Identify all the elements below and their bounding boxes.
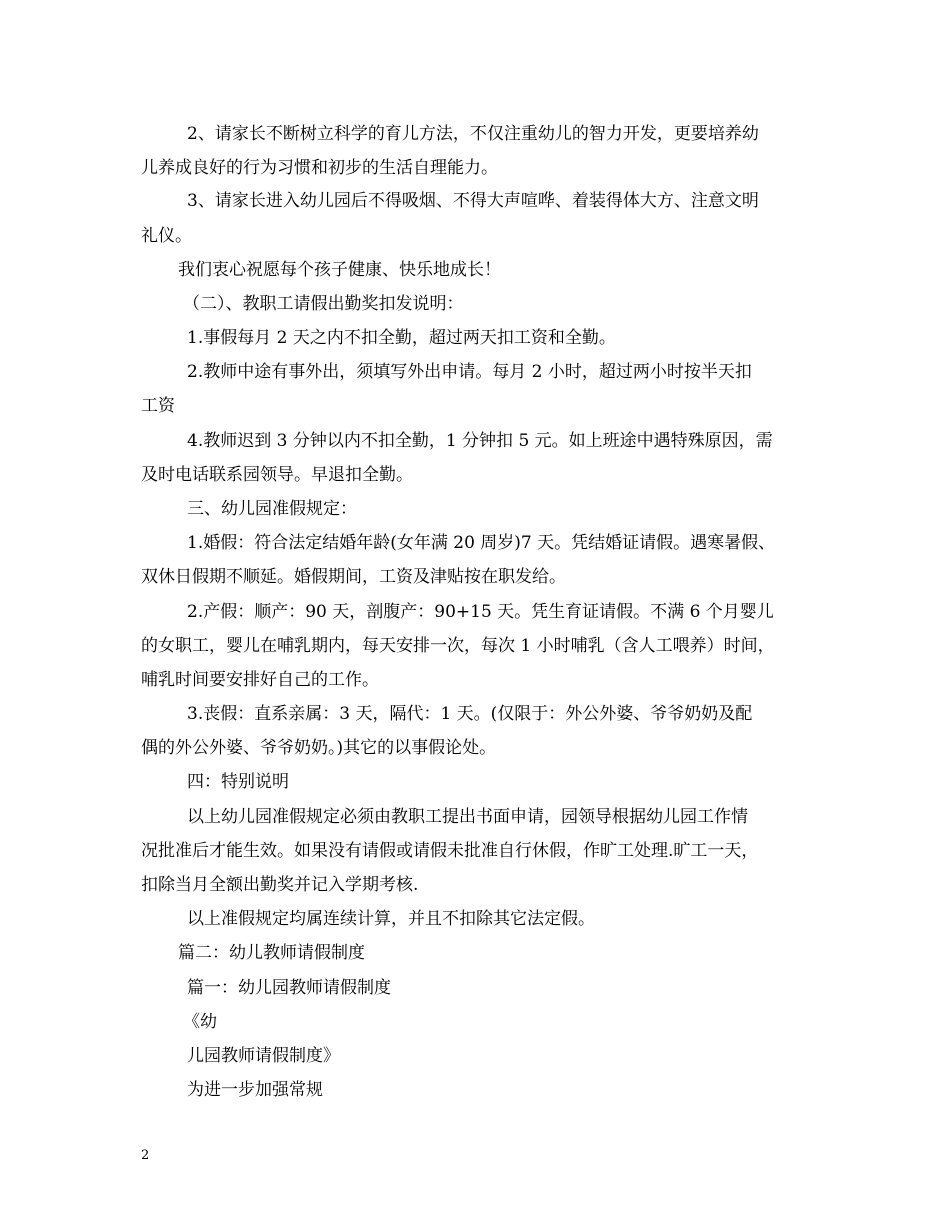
text-line: 1.婚假：符合法定结婚年龄(女年满 20 周岁)7 天。凭结婚证请假。遇寒暑假、 — [187, 533, 776, 553]
text-line: 3、请家长进入幼儿园后不得吸烟、不得大声喧哗、着装得体大方、注意文明 — [187, 191, 759, 211]
text-line: 双休日假期不顺延。婚假期间，工资及津贴按在职发给。 — [141, 567, 566, 587]
text-line: 我们衷心祝愿每个孩子健康、快乐地成长！ — [178, 260, 501, 280]
text-line: 以上幼儿园准假规定必须由教职工提出书面申请，园领导根据幼儿园工作情 — [187, 807, 748, 827]
text-line: 礼仪。 — [141, 226, 192, 246]
section-heading: 篇二：幼儿教师请假制度 — [178, 943, 365, 963]
section-heading: （二）、教职工请假出勤奖扣发说明： — [183, 294, 464, 314]
text-line: 3.丧假：直系亲属：3 天，隔代：1 天。(仅限于：外公外婆、爷爷奶奶及配 — [187, 704, 753, 724]
text-line: 的女职工，婴儿在哺乳期内，每天安排一次，每次 1 小时哺乳（含人工喂养）时间， — [141, 636, 775, 656]
section-heading: 四：特别说明 — [187, 772, 289, 792]
section-heading: 三、幼儿园准假规定： — [187, 499, 357, 519]
text-line: 儿园教师请假制度》 — [187, 1046, 340, 1066]
text-line: 及时电话联系园领导。早退扣全勤。 — [141, 465, 413, 485]
page-number: 2 — [141, 1148, 150, 1163]
text-line: 4.教师迟到 3 分钟以内不扣全勤，1 分钟扣 5 元。如上班途中遇特殊原因，需 — [187, 431, 773, 451]
text-line: 1.事假每月 2 天之内不扣全勤，超过两天扣工资和全勤。 — [187, 328, 616, 348]
section-heading: 篇一：幼儿园教师请假制度 — [187, 978, 391, 998]
text-line: 偶的外公外婆、爷爷奶奶。)其它的以事假论处。 — [141, 738, 497, 758]
text-line: 况批准后才能生效。如果没有请假或请假未批准自行休假，作旷工处理.旷工一天， — [141, 841, 759, 861]
text-line: 为进一步加强常规 — [187, 1080, 323, 1100]
text-line: 2.产假：顺产：90 天，剖腹产：90+15 天。凭生育证请假。不满 6 个月婴儿 — [187, 602, 774, 622]
text-line: 哺乳时间要安排好自己的工作。 — [141, 670, 379, 690]
text-line: 2、请家长不断树立科学的育儿方法，不仅注重幼儿的智力开发，更要培养幼 — [187, 124, 759, 144]
text-line: 工资 — [141, 396, 175, 416]
text-line: 2.教师中途有事外出，须填写外出申请。每月 2 小时，超过两小时按半天扣 — [187, 362, 752, 382]
text-line: 儿养成良好的行为习惯和初步的生活自理能力。 — [141, 158, 498, 178]
text-line: 扣除当月全额出勤奖并记入学期考核. — [141, 875, 419, 895]
text-line: 以上准假规定均属连续计算，并且不扣除其它法定假。 — [187, 909, 595, 929]
text-line: 《幼 — [183, 1012, 217, 1032]
